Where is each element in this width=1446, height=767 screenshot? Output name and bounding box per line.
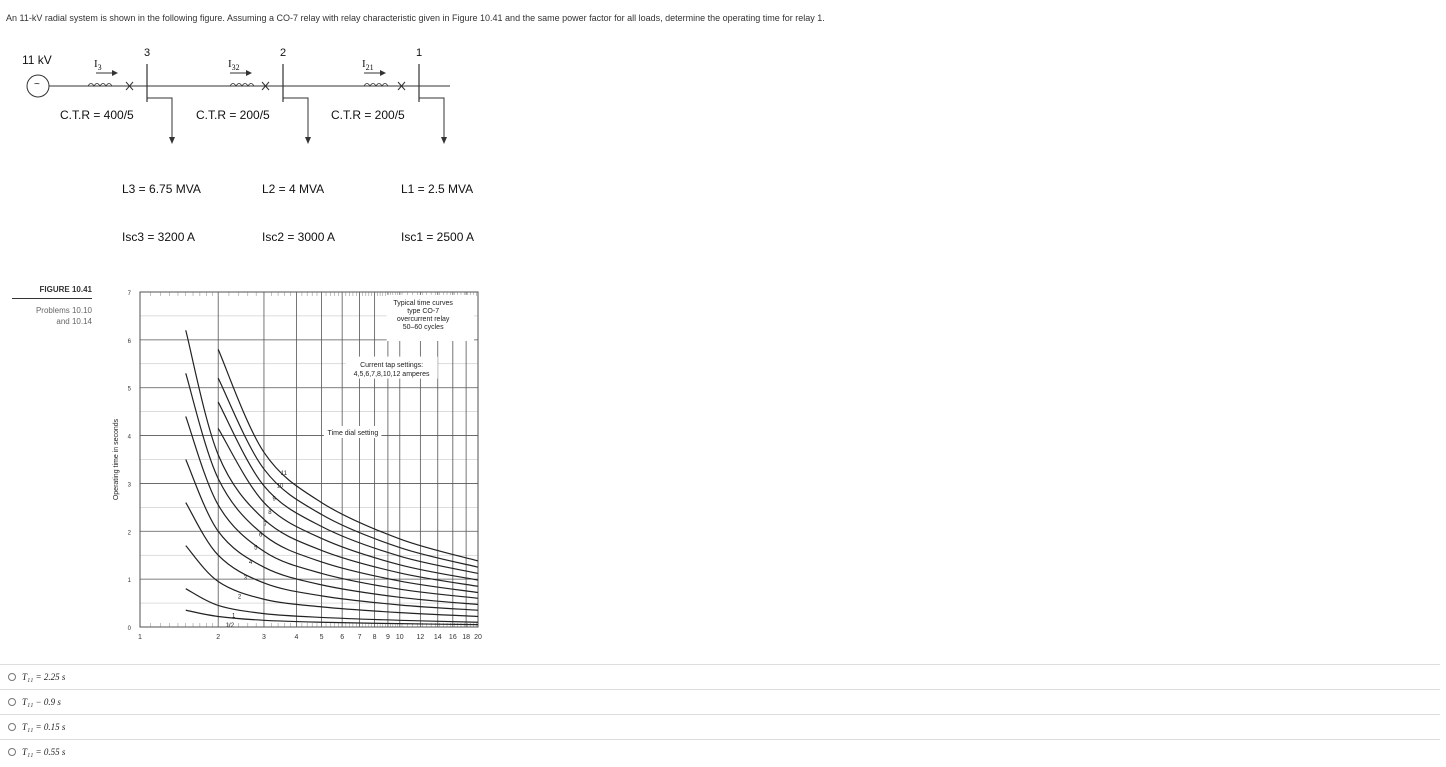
- x-tick-label: 18: [462, 634, 471, 641]
- curve-label: 10: [276, 483, 284, 490]
- co7-relay-chart: [100, 282, 500, 647]
- load-label-1: L1 = 2.5 MVA: [401, 182, 474, 196]
- x-tick-label: 4: [294, 634, 299, 641]
- load-line-2: [283, 98, 308, 140]
- curve-label: 6: [258, 532, 263, 539]
- y-tick-label: 7: [127, 291, 131, 297]
- x-tick-label: 1: [138, 634, 142, 641]
- x-tick-label: 12: [416, 634, 425, 641]
- generator-symbol: ~: [34, 79, 40, 90]
- load-line-1: [419, 98, 444, 140]
- radial-system-diagram: [0, 40, 520, 160]
- chart-title-line: type CO-7: [407, 308, 440, 315]
- answer-option-4[interactable]: [0, 739, 1440, 764]
- current-arrowhead-icon: [380, 70, 386, 76]
- option-label: T₁₁ − 0.9 s: [22, 697, 61, 707]
- time-dial-curve: [186, 373, 478, 592]
- x-tick-label: 10: [395, 634, 404, 641]
- figure-caption: [12, 285, 92, 327]
- curve-label: 1/2: [225, 622, 235, 629]
- bus-label-3: 3: [144, 47, 151, 59]
- chart-title-line: Typical time curves: [393, 300, 453, 307]
- current-label-i32: $I_{32}$: [228, 58, 240, 73]
- load-arrow-3: [169, 137, 175, 144]
- x-tick-label: 3: [262, 634, 266, 641]
- x-tick-label: 7: [357, 634, 362, 641]
- x-tick-label: 16: [448, 634, 457, 641]
- isc-label-2: Isc2 = 3000 A: [262, 230, 336, 244]
- time-dial-annotation: Time dial setting: [327, 430, 379, 437]
- source-voltage-label: 11 kV: [22, 53, 52, 67]
- question-text: An 11-kV radial system is shown in the following figure. Assuming a CO-7 relay with relay characteristic given in Figure 10.41 and the same power factor for all loads, determine the operating time for relay 1.: [6, 13, 825, 23]
- bus-label-1: 1: [416, 47, 423, 59]
- current-label-i3: $I_3$: [94, 58, 102, 73]
- chart-title-line: overcurrent relay: [396, 316, 450, 323]
- x-tick-label: 20: [474, 634, 482, 641]
- ctr-label-2: C.T.R = 200/5: [196, 108, 270, 122]
- y-tick-label: 6: [127, 338, 131, 345]
- current-arrowhead-icon: [246, 70, 252, 76]
- answer-option-2[interactable]: [0, 689, 1440, 714]
- isc-label-1: Isc1 = 2500 A: [401, 230, 475, 244]
- curve-label: 7: [263, 522, 268, 529]
- curve-label: 1: [231, 613, 236, 620]
- current-label-i21: $I_{21}$: [362, 58, 374, 73]
- isc-label-3: Isc3 = 3200 A: [122, 230, 196, 244]
- radio-button[interactable]: [8, 748, 16, 756]
- figure-title: FIGURE 10.41: [12, 285, 92, 299]
- tap-settings-annotation: 4,5,6,7,8,10,12 amperes: [353, 371, 430, 378]
- option-label: T₁₁ = 2.25 s: [22, 672, 66, 682]
- radio-button[interactable]: [8, 723, 16, 731]
- load-label-2: L2 = 4 MVA: [262, 182, 325, 196]
- option-label: T₁₁ = 0.55 s: [22, 747, 66, 757]
- curve-label: 5: [254, 545, 258, 552]
- answer-options: [0, 664, 1440, 764]
- figure-subtitle-line2: and 10.14: [56, 317, 92, 326]
- curve-label: 3: [243, 575, 247, 582]
- curve-label: 2: [237, 594, 242, 601]
- x-tick-label: 14: [433, 634, 442, 641]
- load-line-3: [147, 98, 172, 140]
- ctr-label-3: C.T.R = 200/5: [331, 108, 405, 122]
- load-label-3: L3 = 6.75 MVA: [122, 182, 201, 196]
- y-tick-label: 4: [127, 434, 131, 441]
- x-tick-label: 5: [319, 634, 324, 641]
- option-label: T₁₁ = 0.15 s: [22, 722, 66, 732]
- bus-label-2: 2: [280, 47, 287, 59]
- x-tick-label: 8: [372, 634, 377, 641]
- ctr-label-1: C.T.R = 400/5: [60, 108, 134, 122]
- answer-option-3[interactable]: [0, 714, 1440, 739]
- radio-button[interactable]: [8, 673, 16, 681]
- tap-settings-annotation: Current tap settings:: [360, 362, 424, 369]
- time-dial-curve: [186, 546, 478, 617]
- curve-label: 8: [268, 509, 272, 516]
- y-tick-label: 1: [127, 578, 131, 585]
- curve-label: 11: [280, 471, 287, 478]
- y-tick-label: 3: [127, 482, 131, 489]
- x-tick-label: 6: [340, 634, 345, 641]
- answer-option-1[interactable]: [0, 664, 1440, 689]
- time-dial-curve: [218, 428, 478, 580]
- figure-subtitle: [12, 305, 92, 327]
- current-arrowhead-icon: [112, 70, 118, 76]
- load-arrow-1: [441, 137, 447, 144]
- curve-label: 4: [248, 559, 253, 566]
- y-tick-label: 2: [127, 530, 131, 537]
- load-arrow-2: [305, 137, 311, 144]
- x-tick-label: 2: [216, 634, 221, 641]
- y-tick-label: 5: [127, 386, 131, 393]
- figure-subtitle-line1: Problems 10.10: [35, 306, 92, 315]
- radio-button[interactable]: [8, 698, 16, 706]
- x-tick-label: 9: [385, 634, 390, 641]
- chart-title-line: 50–60 cycles: [402, 324, 444, 331]
- curve-label: 9: [272, 496, 276, 503]
- y-tick-label: 0: [127, 626, 131, 632]
- y-axis-label: Operating time in seconds: [113, 418, 120, 501]
